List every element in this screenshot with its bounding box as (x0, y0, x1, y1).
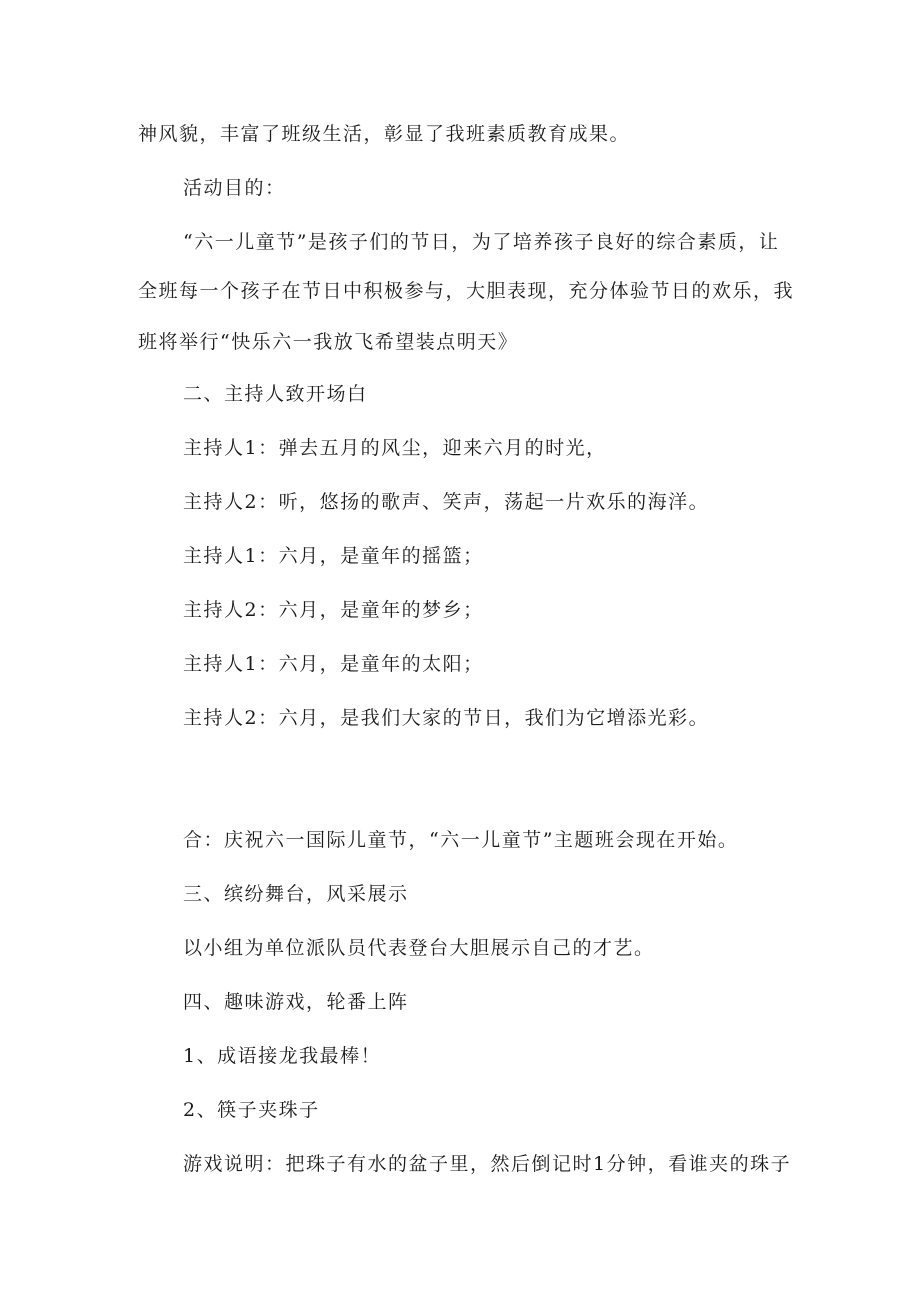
host-line: 主持人2：听，悠扬的歌声、笑声，荡起一片欢乐的海洋。 (183, 491, 710, 513)
section-heading-stage: 三、缤纷舞台，风采展示 (183, 883, 409, 905)
paragraph-line: 班将举行“快乐六一我放飞希望装点明天》 (138, 331, 519, 353)
list-item: 2、筷子夹珠子 (183, 1099, 320, 1121)
host-line: 主持人1：六月，是童年的太阳； (183, 653, 484, 675)
host-line: 主持人1：六月，是童年的摇篮； (183, 545, 484, 567)
host-line: 主持人1：弹去五月的风尘，迎来六月的时光， (183, 437, 607, 459)
section-heading-games: 四、趣味游戏，轮番上阵 (183, 991, 409, 1013)
paragraph-line: 全班每一个孩子在节日中积极参与，大胆表现，充分体验节日的欢乐，我 (138, 280, 795, 302)
paragraph-line: 游戏说明：把珠子有水的盆子里，然后倒记时1分钟，看谁夹的珠子 (183, 1153, 792, 1175)
section-heading-opening: 二、主持人致开场白 (183, 383, 368, 405)
paragraph-line: “六一儿童节”是孩子们的节日，为了培养孩子良好的综合素质，让 (183, 231, 780, 253)
section-heading-activity-purpose: 活动目的： (183, 177, 286, 199)
chorus-line: 合：庆祝六一国际儿童节，“六一儿童节”主题班会现在开始。 (183, 829, 739, 851)
paragraph-line: 以小组为单位派队员代表登台大胆展示自己的才艺。 (183, 937, 655, 959)
host-line: 主持人2：六月，是童年的梦乡； (183, 599, 484, 621)
paragraph-line: 神风貌，丰富了班级生活，彰显了我班素质教育成果。 (138, 123, 631, 145)
list-item: 1、成语接龙我最棒！ (183, 1045, 382, 1067)
host-line: 主持人2：六月，是我们大家的节日，我们为它增添光彩。 (183, 707, 710, 729)
